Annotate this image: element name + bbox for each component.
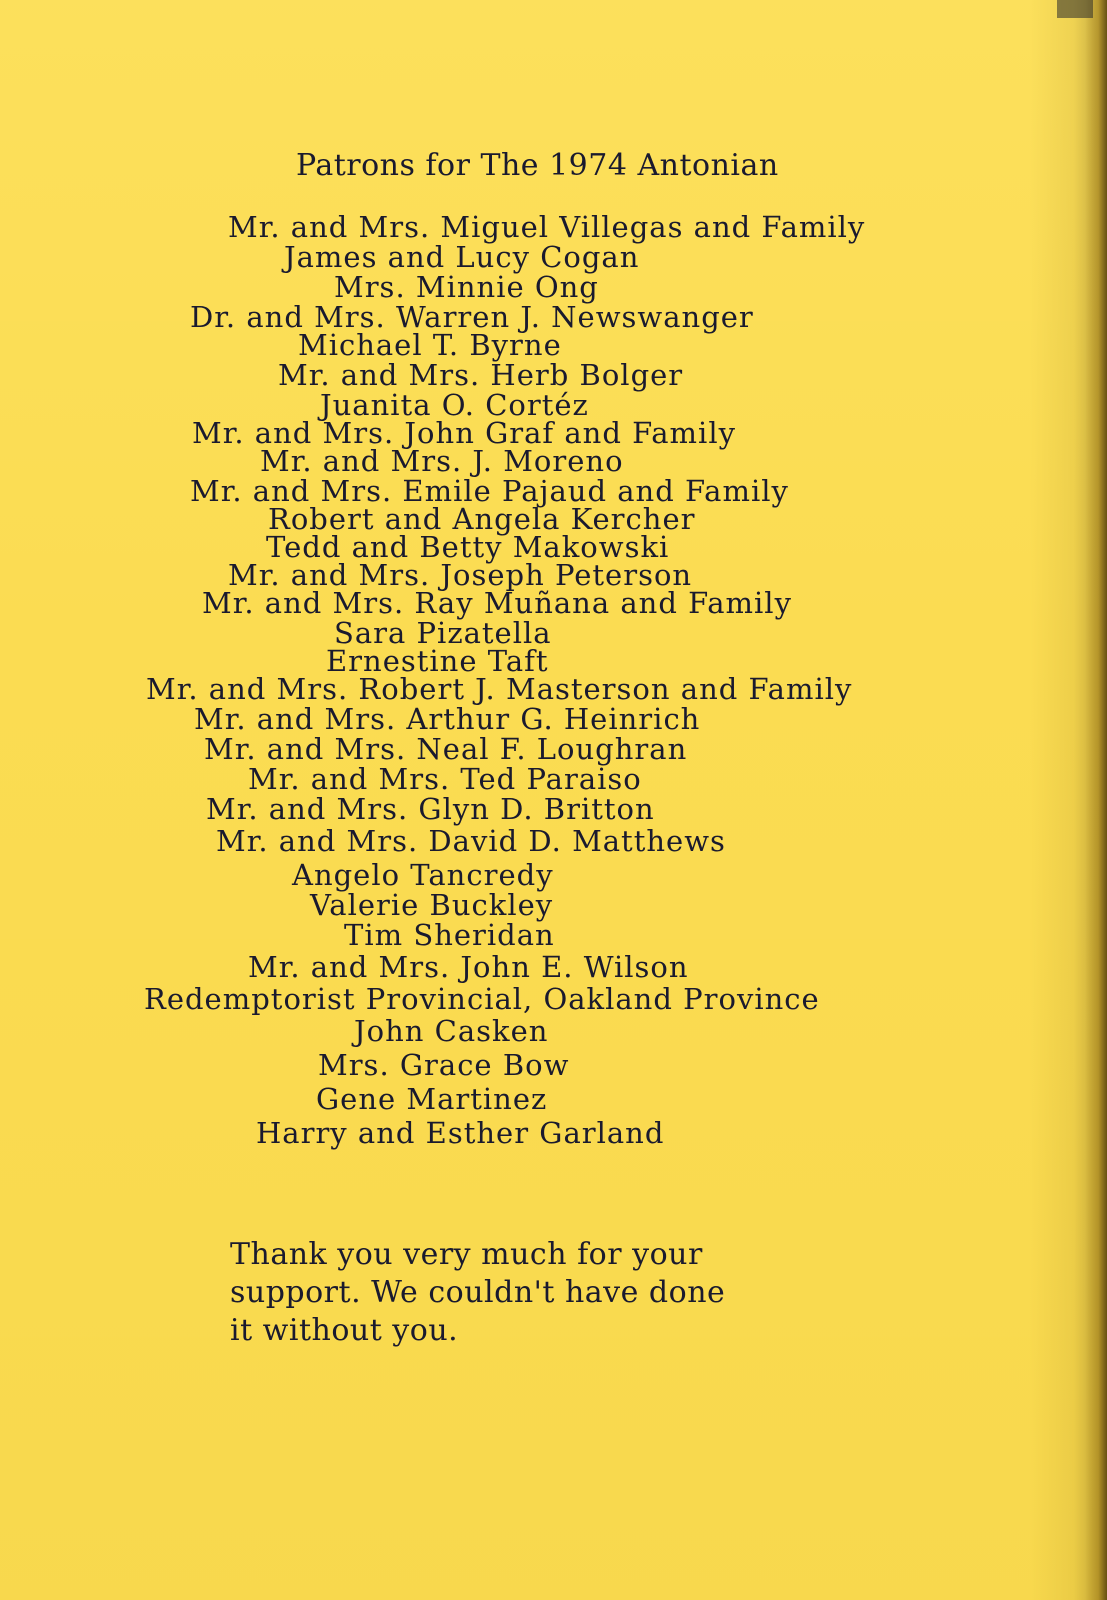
patron-line: James and Lucy Cogan (284, 240, 640, 274)
patron-line: Mr. and Mrs. Neal F. Loughran (204, 732, 688, 766)
patron-line: Mr. and Mrs. Arthur G. Heinrich (194, 702, 701, 736)
thank-you-note (230, 1236, 870, 1350)
patron-line: Angelo Tancredy (292, 858, 554, 892)
patron-line: Mrs. Minnie Ong (334, 270, 599, 304)
patron-line: Sara Pizatella (334, 616, 552, 650)
patron-line: Gene Martinez (316, 1082, 548, 1116)
patron-line: Mr. and Mrs. Emile Pajaud and Family (190, 474, 789, 508)
patron-line: Mr. and Mrs. John E. Wilson (248, 950, 689, 984)
patron-line: Mrs. Grace Bow (318, 1048, 570, 1082)
patron-line: Tim Sheridan (344, 918, 555, 952)
patron-line: Mr. and Mrs. Robert J. Masterson and Family (146, 672, 853, 706)
patron-line: Valerie Buckley (310, 888, 554, 922)
patron-line: Mr. and Mrs. David D. Matthews (216, 824, 726, 858)
thank-you-line: Thank you very much for your (230, 1237, 703, 1272)
patron-line: Mr. and Mrs. Ray Muñana and Family (202, 586, 792, 620)
page-title: Patrons for The 1974 Antonian (296, 148, 779, 183)
patron-line: Mr. and Mrs. Miguel Villegas and Family (228, 210, 866, 244)
patron-line: Mr. and Mrs. Ted Paraiso (248, 762, 642, 796)
patron-line: Juanita O. Cortéz (320, 388, 589, 422)
thank-you-line: it without you. (230, 1313, 459, 1348)
patron-line: Redemptorist Provincial, Oakland Province (144, 982, 820, 1016)
patron-line: Mr. and Mrs. Joseph Peterson (228, 558, 693, 592)
thank-you-line: support. We couldn't have done (230, 1275, 726, 1310)
patron-line: Mr. and Mrs. John Graf and Family (192, 416, 736, 450)
page-corner-mark (1057, 0, 1093, 18)
patron-line: Michael T. Byrne (298, 328, 562, 362)
patron-line: Mr. and Mrs. Herb Bolger (278, 358, 684, 392)
patron-line: Ernestine Taft (326, 644, 549, 678)
patron-line: Mr. and Mrs. Glyn D. Britton (206, 792, 655, 826)
patron-line: Robert and Angela Kercher (268, 502, 696, 536)
patron-line: John Casken (354, 1014, 549, 1048)
patron-line: Tedd and Betty Makowski (266, 530, 670, 564)
patron-line: Mr. and Mrs. J. Moreno (260, 444, 624, 478)
patron-line: Dr. and Mrs. Warren J. Newswanger (190, 300, 754, 334)
patron-line: Harry and Esther Garland (256, 1116, 665, 1150)
